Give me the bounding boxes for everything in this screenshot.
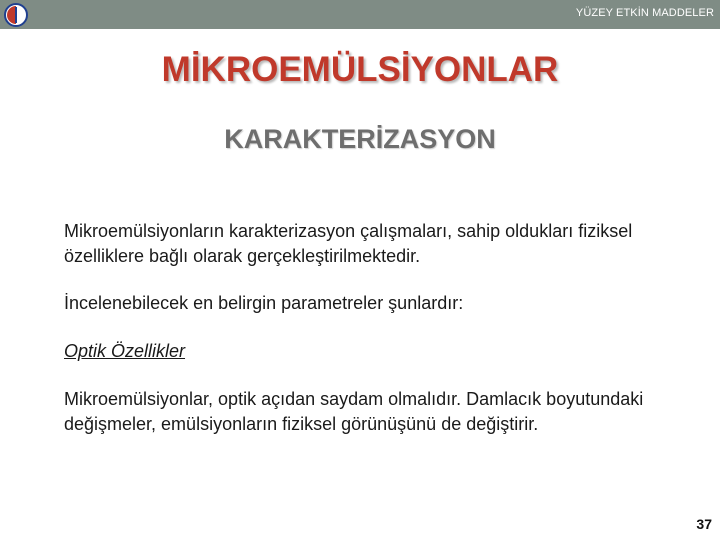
header-title: YÜZEY ETKİN MADDELER bbox=[575, 7, 714, 19]
body-paragraph-optical: Mikroemülsiyonlar, optik açıdan saydam olmalıdır. Damlacık boyutundaki değişmeler, emülsiyonların fiziksel görünüşünü de değiştirir. bbox=[64, 389, 644, 434]
page-number: 37 bbox=[696, 516, 712, 532]
section-heading-optical: Optik Özellikler bbox=[64, 341, 186, 361]
header-bar bbox=[0, 0, 720, 29]
body-paragraph-parameters: İncelenebilecek en belirgin parametreler şunlardır: bbox=[64, 293, 464, 313]
slide-subtitle: KARAKTERİZASYON bbox=[224, 124, 496, 154]
slide-title: MİKROEMÜLSİYONLAR bbox=[161, 50, 559, 89]
body-paragraph-intro: Mikroemülsiyonların karakterizasyon çalışmaları, sahip oldukları fiziksel özelliklere bağlı olarak gerçekleştirilmektedir. bbox=[64, 221, 633, 266]
university-logo-icon bbox=[4, 3, 28, 27]
